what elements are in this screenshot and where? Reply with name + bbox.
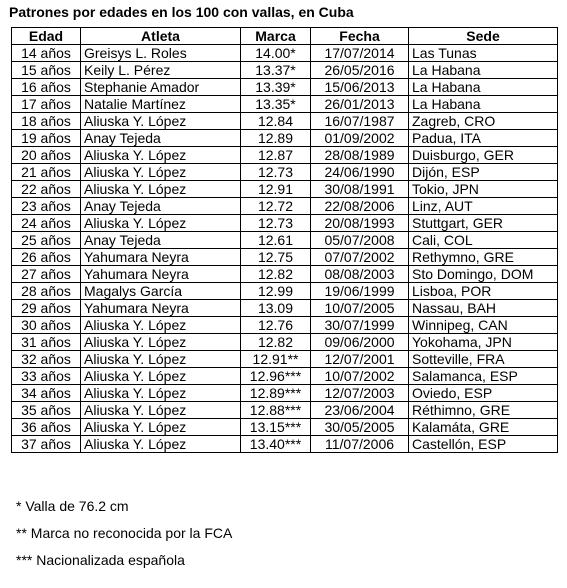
cell-sede: Lisboa, POR (409, 283, 558, 300)
cell-edad: 31 años (12, 334, 81, 351)
cell-sede: La Habana (409, 62, 558, 79)
cell-atleta: Yahumara Neyra (81, 300, 241, 317)
cell-atleta: Magalys García (81, 283, 241, 300)
cell-fecha: 16/07/1987 (311, 113, 409, 130)
cell-edad: 18 años (12, 113, 81, 130)
table-row (12, 385, 558, 402)
cell-marca: 13.35* (241, 96, 311, 113)
cell-marca: 13.37* (241, 62, 311, 79)
table-row (12, 45, 558, 62)
cell-marca: 12.73 (241, 164, 311, 181)
cell-edad: 20 años (12, 147, 81, 164)
cell-edad: 23 años (12, 198, 81, 215)
cell-fecha: 20/08/1993 (311, 215, 409, 232)
cell-atleta: Aliuska Y. López (81, 436, 241, 453)
cell-marca: 12.82 (241, 334, 311, 351)
cell-marca: 12.76 (241, 317, 311, 334)
cell-edad: 25 años (12, 232, 81, 249)
cell-sede: Réthimno, GRE (409, 402, 558, 419)
cell-atleta: Stephanie Amador (81, 79, 241, 96)
records-table (11, 27, 558, 453)
cell-marca: 12.72 (241, 198, 311, 215)
table-row (12, 147, 558, 164)
cell-sede: Winnipeg, CAN (409, 317, 558, 334)
cell-sede: Castellón, ESP (409, 436, 558, 453)
cell-edad: 19 años (12, 130, 81, 147)
cell-marca: 12.89 (241, 130, 311, 147)
footnote-hurdle-height: * Valla de 76.2 cm (16, 498, 129, 514)
cell-sede: Stuttgart, GER (409, 215, 558, 232)
cell-edad: 24 años (12, 215, 81, 232)
cell-fecha: 05/07/2008 (311, 232, 409, 249)
cell-atleta: Anay Tejeda (81, 130, 241, 147)
cell-sede: Sto Domingo, DOM (409, 266, 558, 283)
cell-edad: 14 años (12, 45, 81, 62)
cell-marca: 14.00* (241, 45, 311, 62)
cell-marca: 12.84 (241, 113, 311, 130)
cell-sede: Sotteville, FRA (409, 351, 558, 368)
cell-atleta: Aliuska Y. López (81, 368, 241, 385)
cell-fecha: 19/06/1999 (311, 283, 409, 300)
cell-fecha: 24/06/1990 (311, 164, 409, 181)
cell-atleta: Aliuska Y. López (81, 147, 241, 164)
cell-edad: 33 años (12, 368, 81, 385)
table-row (12, 130, 558, 147)
cell-edad: 36 años (12, 419, 81, 436)
cell-marca: 12.89*** (241, 385, 311, 402)
cell-sede: Salamanca, ESP (409, 368, 558, 385)
cell-edad: 29 años (12, 300, 81, 317)
cell-sede: La Habana (409, 79, 558, 96)
table-row (12, 96, 558, 113)
cell-atleta: Keily L. Pérez (81, 62, 241, 79)
cell-atleta: Aliuska Y. López (81, 181, 241, 198)
table-row (12, 215, 558, 232)
cell-marca: 13.40*** (241, 436, 311, 453)
cell-fecha: 11/07/2006 (311, 436, 409, 453)
cell-marca: 12.75 (241, 249, 311, 266)
page-title: Patrones por edades en los 100 con vallas, en Cuba (9, 4, 354, 20)
cell-sede: Linz, AUT (409, 198, 558, 215)
cell-marca: 12.91 (241, 181, 311, 198)
cell-sede: Dijón, ESP (409, 164, 558, 181)
table-row (12, 317, 558, 334)
cell-fecha: 17/07/2014 (311, 45, 409, 62)
table-row (12, 198, 558, 215)
cell-fecha: 08/08/2003 (311, 266, 409, 283)
cell-atleta: Aliuska Y. López (81, 385, 241, 402)
table-row (12, 368, 558, 385)
cell-marca: 13.15*** (241, 419, 311, 436)
cell-sede: Padua, ITA (409, 130, 558, 147)
table-row (12, 79, 558, 96)
cell-edad: 16 años (12, 79, 81, 96)
cell-marca: 12.91** (241, 351, 311, 368)
cell-marca: 13.39* (241, 79, 311, 96)
table-header-row (12, 28, 558, 45)
cell-edad: 34 años (12, 385, 81, 402)
cell-atleta: Aliuska Y. López (81, 215, 241, 232)
cell-sede: Cali, COL (409, 232, 558, 249)
column-header-fecha: Fecha (311, 28, 409, 45)
cell-marca: 12.61 (241, 232, 311, 249)
cell-sede: Oviedo, ESP (409, 385, 558, 402)
footnotes (16, 497, 232, 578)
table-row (12, 266, 558, 283)
cell-edad: 37 años (12, 436, 81, 453)
cell-edad: 28 años (12, 283, 81, 300)
column-header-marca: Marca (241, 28, 311, 45)
table-row (12, 351, 558, 368)
cell-fecha: 12/07/2003 (311, 385, 409, 402)
cell-fecha: 15/06/2013 (311, 79, 409, 96)
cell-atleta: Natalie Martínez (81, 96, 241, 113)
cell-marca: 12.73 (241, 215, 311, 232)
cell-atleta: Anay Tejeda (81, 198, 241, 215)
table-row (12, 402, 558, 419)
cell-fecha: 07/07/2002 (311, 249, 409, 266)
table-row (12, 62, 558, 79)
cell-fecha: 23/06/2004 (311, 402, 409, 419)
table-body (12, 45, 558, 453)
table-row (12, 113, 558, 130)
cell-atleta: Aliuska Y. López (81, 351, 241, 368)
cell-fecha: 22/08/2006 (311, 198, 409, 215)
cell-marca: 12.96*** (241, 368, 311, 385)
cell-fecha: 10/07/2005 (311, 300, 409, 317)
cell-fecha: 26/05/2016 (311, 62, 409, 79)
cell-sede: Kalamáta, GRE (409, 419, 558, 436)
cell-atleta: Anay Tejeda (81, 232, 241, 249)
cell-edad: 15 años (12, 62, 81, 79)
cell-marca: 12.99 (241, 283, 311, 300)
cell-atleta: Aliuska Y. López (81, 402, 241, 419)
table-row (12, 419, 558, 436)
cell-sede: Las Tunas (409, 45, 558, 62)
table-row (12, 232, 558, 249)
cell-edad: 30 años (12, 317, 81, 334)
table-row (12, 283, 558, 300)
cell-marca: 12.88*** (241, 402, 311, 419)
cell-atleta: Yahumara Neyra (81, 266, 241, 283)
cell-atleta: Yahumara Neyra (81, 249, 241, 266)
cell-atleta: Aliuska Y. López (81, 419, 241, 436)
cell-fecha: 28/08/1989 (311, 147, 409, 164)
cell-edad: 32 años (12, 351, 81, 368)
table-row (12, 334, 558, 351)
footnote-naturalized: *** Nacionalizada española (16, 552, 185, 568)
cell-atleta: Aliuska Y. López (81, 334, 241, 351)
cell-fecha: 30/08/1991 (311, 181, 409, 198)
cell-sede: Rethymno, GRE (409, 249, 558, 266)
cell-edad: 35 años (12, 402, 81, 419)
column-header-atleta: Atleta (81, 28, 241, 45)
cell-edad: 17 años (12, 96, 81, 113)
cell-fecha: 30/07/1999 (311, 317, 409, 334)
cell-fecha: 01/09/2002 (311, 130, 409, 147)
column-header-sede: Sede (409, 28, 558, 45)
table-row (12, 436, 558, 453)
table-row (12, 249, 558, 266)
column-header-edad: Edad (12, 28, 81, 45)
cell-edad: 26 años (12, 249, 81, 266)
table-row (12, 164, 558, 181)
cell-marca: 12.82 (241, 266, 311, 283)
cell-marca: 12.87 (241, 147, 311, 164)
cell-sede: Duisburgo, GER (409, 147, 558, 164)
cell-atleta: Greisys L. Roles (81, 45, 241, 62)
cell-fecha: 12/07/2001 (311, 351, 409, 368)
cell-fecha: 26/01/2013 (311, 96, 409, 113)
cell-fecha: 09/06/2000 (311, 334, 409, 351)
cell-atleta: Aliuska Y. López (81, 113, 241, 130)
cell-sede: Yokohama, JPN (409, 334, 558, 351)
cell-sede: Zagreb, CRO (409, 113, 558, 130)
cell-atleta: Aliuska Y. López (81, 317, 241, 334)
cell-edad: 22 años (12, 181, 81, 198)
table-row (12, 181, 558, 198)
cell-sede: La Habana (409, 96, 558, 113)
cell-atleta: Aliuska Y. López (81, 164, 241, 181)
cell-fecha: 10/07/2002 (311, 368, 409, 385)
cell-marca: 13.09 (241, 300, 311, 317)
cell-sede: Nassau, BAH (409, 300, 558, 317)
footnote-unrecognized-mark: ** Marca no reconocida por la FCA (16, 525, 233, 541)
cell-edad: 21 años (12, 164, 81, 181)
cell-sede: Tokio, JPN (409, 181, 558, 198)
cell-fecha: 30/05/2005 (311, 419, 409, 436)
cell-edad: 27 años (12, 266, 81, 283)
table-row (12, 300, 558, 317)
